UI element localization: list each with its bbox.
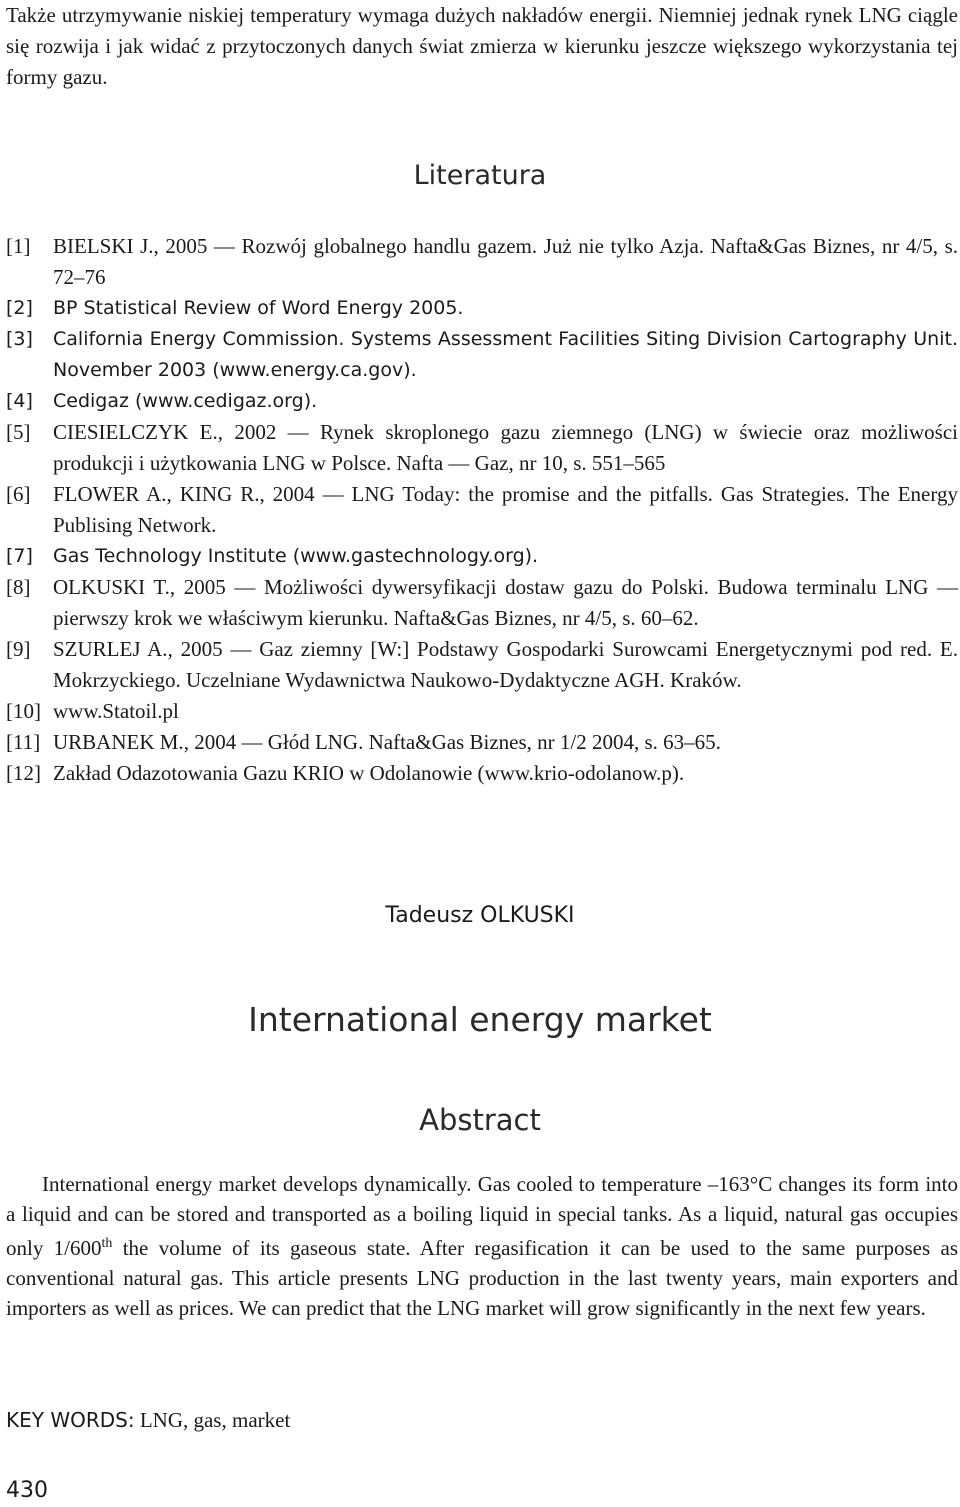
reference-author: OLKUSKI T. xyxy=(53,575,170,599)
reference-11 xyxy=(6,727,958,758)
reference-text: Cedigaz (www.cedigaz.org). xyxy=(53,390,318,412)
reference-author: CIESIELCZYK E. xyxy=(53,420,218,444)
reference-text: , 2005 — Rozwój globalnego handlu gazem. Już nie tylko Azja. Nafta&Gas Biznes, nr 4/5, s. 72–76 xyxy=(53,234,958,289)
reference-3 xyxy=(6,324,958,386)
reference-text: , 2005 — Możliwości dywersyfikacji dostaw gazu do Polski. Budowa terminalu LNG — pierwszy krok we właściwym kierunku. Nafta&Gas Biznes, nr 4/5, s. 60–62. xyxy=(53,575,958,630)
reference-text: www.Statoil.pl xyxy=(53,699,179,723)
abstract-heading: Abstract xyxy=(419,1103,541,1137)
reference-number: [3] xyxy=(6,328,33,350)
reference-text: Gas Technology Institute (www.gastechnology.org). xyxy=(53,545,539,567)
reference-number: [12] xyxy=(6,761,41,785)
reference-author: SZURLEJ A. xyxy=(53,637,168,661)
reference-number: [4] xyxy=(6,390,33,412)
page-number: 430 xyxy=(6,1478,48,1503)
reference-text: , 2005 — Gaz ziemny [W:] Podstawy Gospodarki Surowcami Energetycznymi pod red. E. Mokrzyckiego. Uczelniane Wydawnictwa Naukowo-Dydaktyczne AGH. Kraków. xyxy=(53,637,958,692)
reference-number: [5] xyxy=(6,420,31,444)
keywords-label: KEY WORDS: xyxy=(6,1408,135,1432)
reference-5 xyxy=(6,417,958,479)
keywords-value: LNG, gas, market xyxy=(139,1408,291,1432)
reference-number: [6] xyxy=(6,482,31,506)
reference-number: [10] xyxy=(6,699,41,723)
author-last-name: OLKUSKI xyxy=(480,903,575,928)
reference-list xyxy=(6,231,958,789)
reference-7 xyxy=(6,541,958,572)
reference-text: , 2002 — Rynek skroplonego gazu ziemnego (LNG) w świecie oraz możliwości produkcji i użytkowania LNG w Polsce. Nafta — Gaz, nr 10, s. 551–565 xyxy=(53,420,958,475)
reference-text: , 2004 — LNG Today: the promise and the pitfalls. Gas Strategies. The Energy Publising Network. xyxy=(53,482,958,537)
reference-6 xyxy=(6,479,958,541)
reference-4 xyxy=(6,386,958,417)
reference-number: [7] xyxy=(6,545,33,567)
abstract-superscript: th xyxy=(101,1236,113,1251)
reference-10 xyxy=(6,696,958,727)
reference-2 xyxy=(6,293,958,324)
reference-number: [9] xyxy=(6,637,31,661)
reference-text: , 2004 — Głód LNG. Nafta&Gas Biznes, nr 1/2 2004, s. 63–65. xyxy=(183,730,721,754)
reference-author: URBANEK M. xyxy=(53,730,184,754)
reference-author-2: KING R. xyxy=(179,482,260,506)
literature-heading: Literatura xyxy=(413,160,547,191)
intro-paragraph xyxy=(6,0,958,93)
reference-text: Zakład Odazotowania Gazu KRIO w Odolanowie (www.krio-odolanow.p). xyxy=(53,761,685,785)
reference-number: [11] xyxy=(6,730,41,754)
article-title: International energy market xyxy=(248,1000,712,1039)
reference-number: [1] xyxy=(6,234,31,258)
reference-9 xyxy=(6,634,958,696)
reference-author: BIELSKI J. xyxy=(53,234,154,258)
reference-number: [2] xyxy=(6,297,33,319)
article-author xyxy=(0,903,960,928)
reference-separator: , xyxy=(166,482,180,506)
author-first-name: Tadeusz xyxy=(385,903,481,928)
reference-author: FLOWER A. xyxy=(53,482,167,506)
reference-1 xyxy=(6,231,958,293)
keywords-line xyxy=(6,1408,290,1433)
abstract-text: International energy market develops dynamically. Gas cooled to temperature –163°C changes its form into a liquid and can be stored and transported as a boiling liquid in special tanks. As a liquid, natural gas occupies only 1/600th the volume of its gaseous state. After regasification it can be used to the same purposes as conventional natural gas. This article presents LNG production in the last twenty years, main exporters and importers as well as prices. We can predict that the LNG market will grow significantly in the next few years. xyxy=(6,1172,958,1320)
intro-text: Także utrzymywanie niskiej temperatury wymaga dużych nakładów energii. Niemniej jednak rynek LNG ciągle się rozwija i jak widać z przytoczonych danych świat zmierza w kierunku jeszcze większego wykorzystania tej formy gazu. xyxy=(6,3,958,89)
reference-number: [8] xyxy=(6,575,31,599)
reference-8 xyxy=(6,572,958,634)
reference-text: BP Statistical Review of Word Energy 2005. xyxy=(53,297,464,319)
reference-text: California Energy Commission. Systems Assessment Facilities Siting Division Cartography Unit. November 2003 (www.energy.ca.gov). xyxy=(53,328,958,381)
reference-12 xyxy=(6,758,958,789)
